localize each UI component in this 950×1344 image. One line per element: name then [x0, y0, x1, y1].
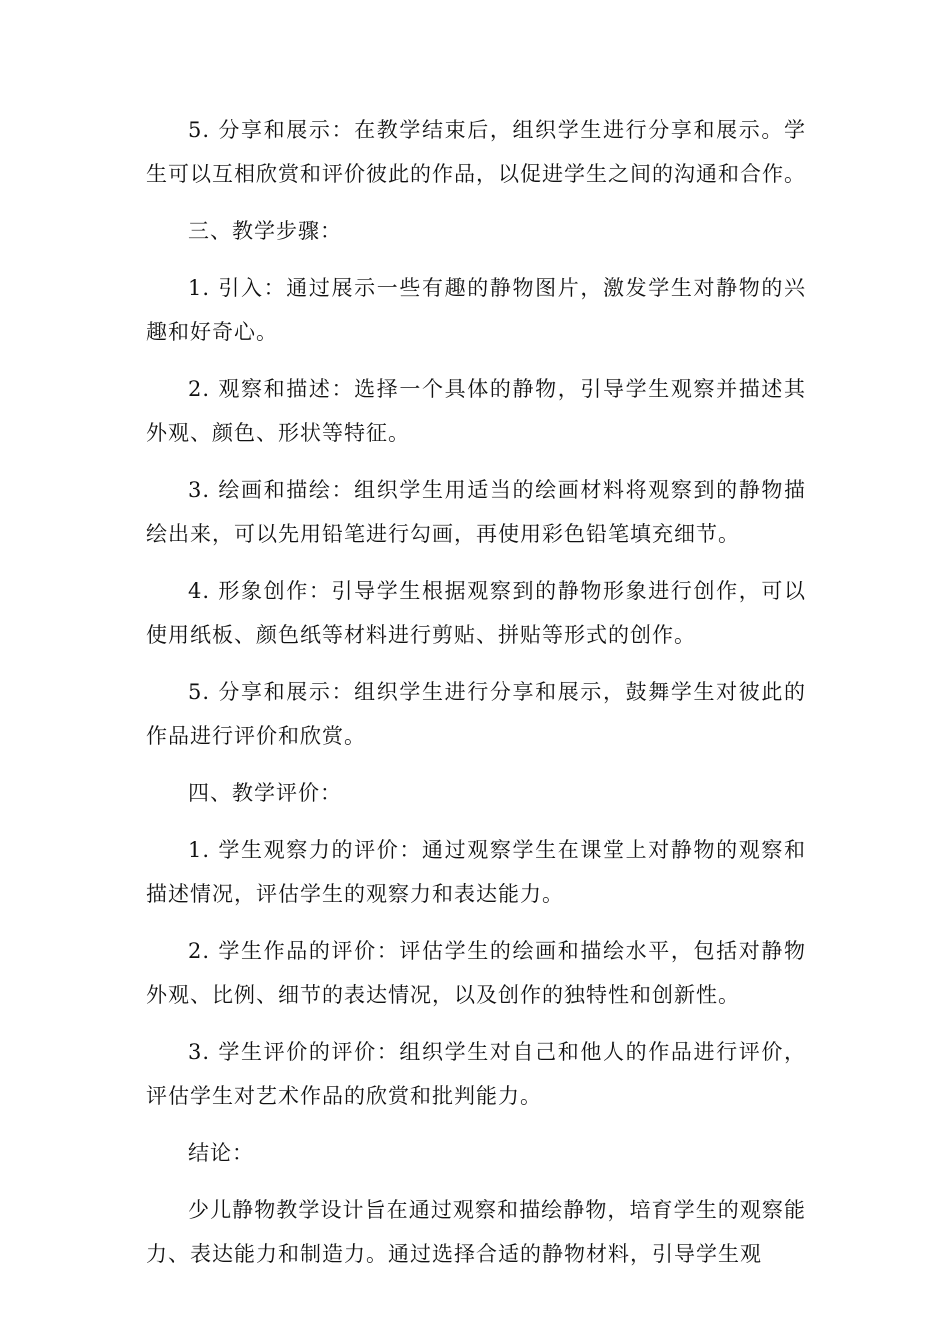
- paragraph-step-drawing: 3. 绘画和描绘：组织学生用适当的绘画材料将观察到的静物描绘出来，可以先用铅笔进行勾画，再使用彩色铅笔填充细节。: [146, 478, 806, 546]
- paragraph-step-observe-describe: 2. 观察和描述：选择一个具体的静物，引导学生观察并描述其外观、颜色、形状等特征。: [146, 377, 806, 445]
- heading-teaching-steps: 三、教学步骤：: [188, 219, 342, 243]
- paragraph-share-display-summary: 5. 分享和展示：在教学结束后，组织学生进行分享和展示。学生可以互相欣赏和评价彼此的作品，以促进学生之间的沟通和合作。: [146, 118, 806, 186]
- heading-conclusion: 结论：: [188, 1141, 254, 1165]
- paragraph-eval-artwork: 2. 学生作品的评价：评估学生的绘画和描绘水平，包括对静物外观、比例、细节的表达情况，以及创作的独特性和创新性。: [146, 939, 806, 1007]
- document-body: [146, 108, 806, 1289]
- paragraph-eval-observation: 1. 学生观察力的评价：通过观察学生在课堂上对静物的观察和描述情况，评估学生的观察力和表达能力。: [146, 838, 806, 906]
- paragraph-step-introduction: 1. 引入：通过展示一些有趣的静物图片，激发学生对静物的兴趣和好奇心。: [146, 276, 806, 344]
- paragraph-conclusion-text: 少儿静物教学设计旨在通过观察和描绘静物，培育学生的观察能力、表达能力和制造力。通过选择合适的静物材料，引导学生观: [146, 1198, 806, 1266]
- paragraph-step-creation: 4. 形象创作：引导学生根据观察到的静物形象进行创作，可以使用纸板、颜色纸等材料进行剪贴、拼贴等形式的创作。: [146, 579, 806, 647]
- paragraph-step-share-display: 5. 分享和展示：组织学生进行分享和展示，鼓舞学生对彼此的作品进行评价和欣赏。: [146, 680, 806, 748]
- heading-teaching-evaluation: 四、教学评价：: [188, 781, 342, 805]
- paragraph-eval-peer-review: 3. 学生评价的评价：组织学生对自己和他人的作品进行评价，评估学生对艺术作品的欣赏和批判能力。: [146, 1040, 806, 1108]
